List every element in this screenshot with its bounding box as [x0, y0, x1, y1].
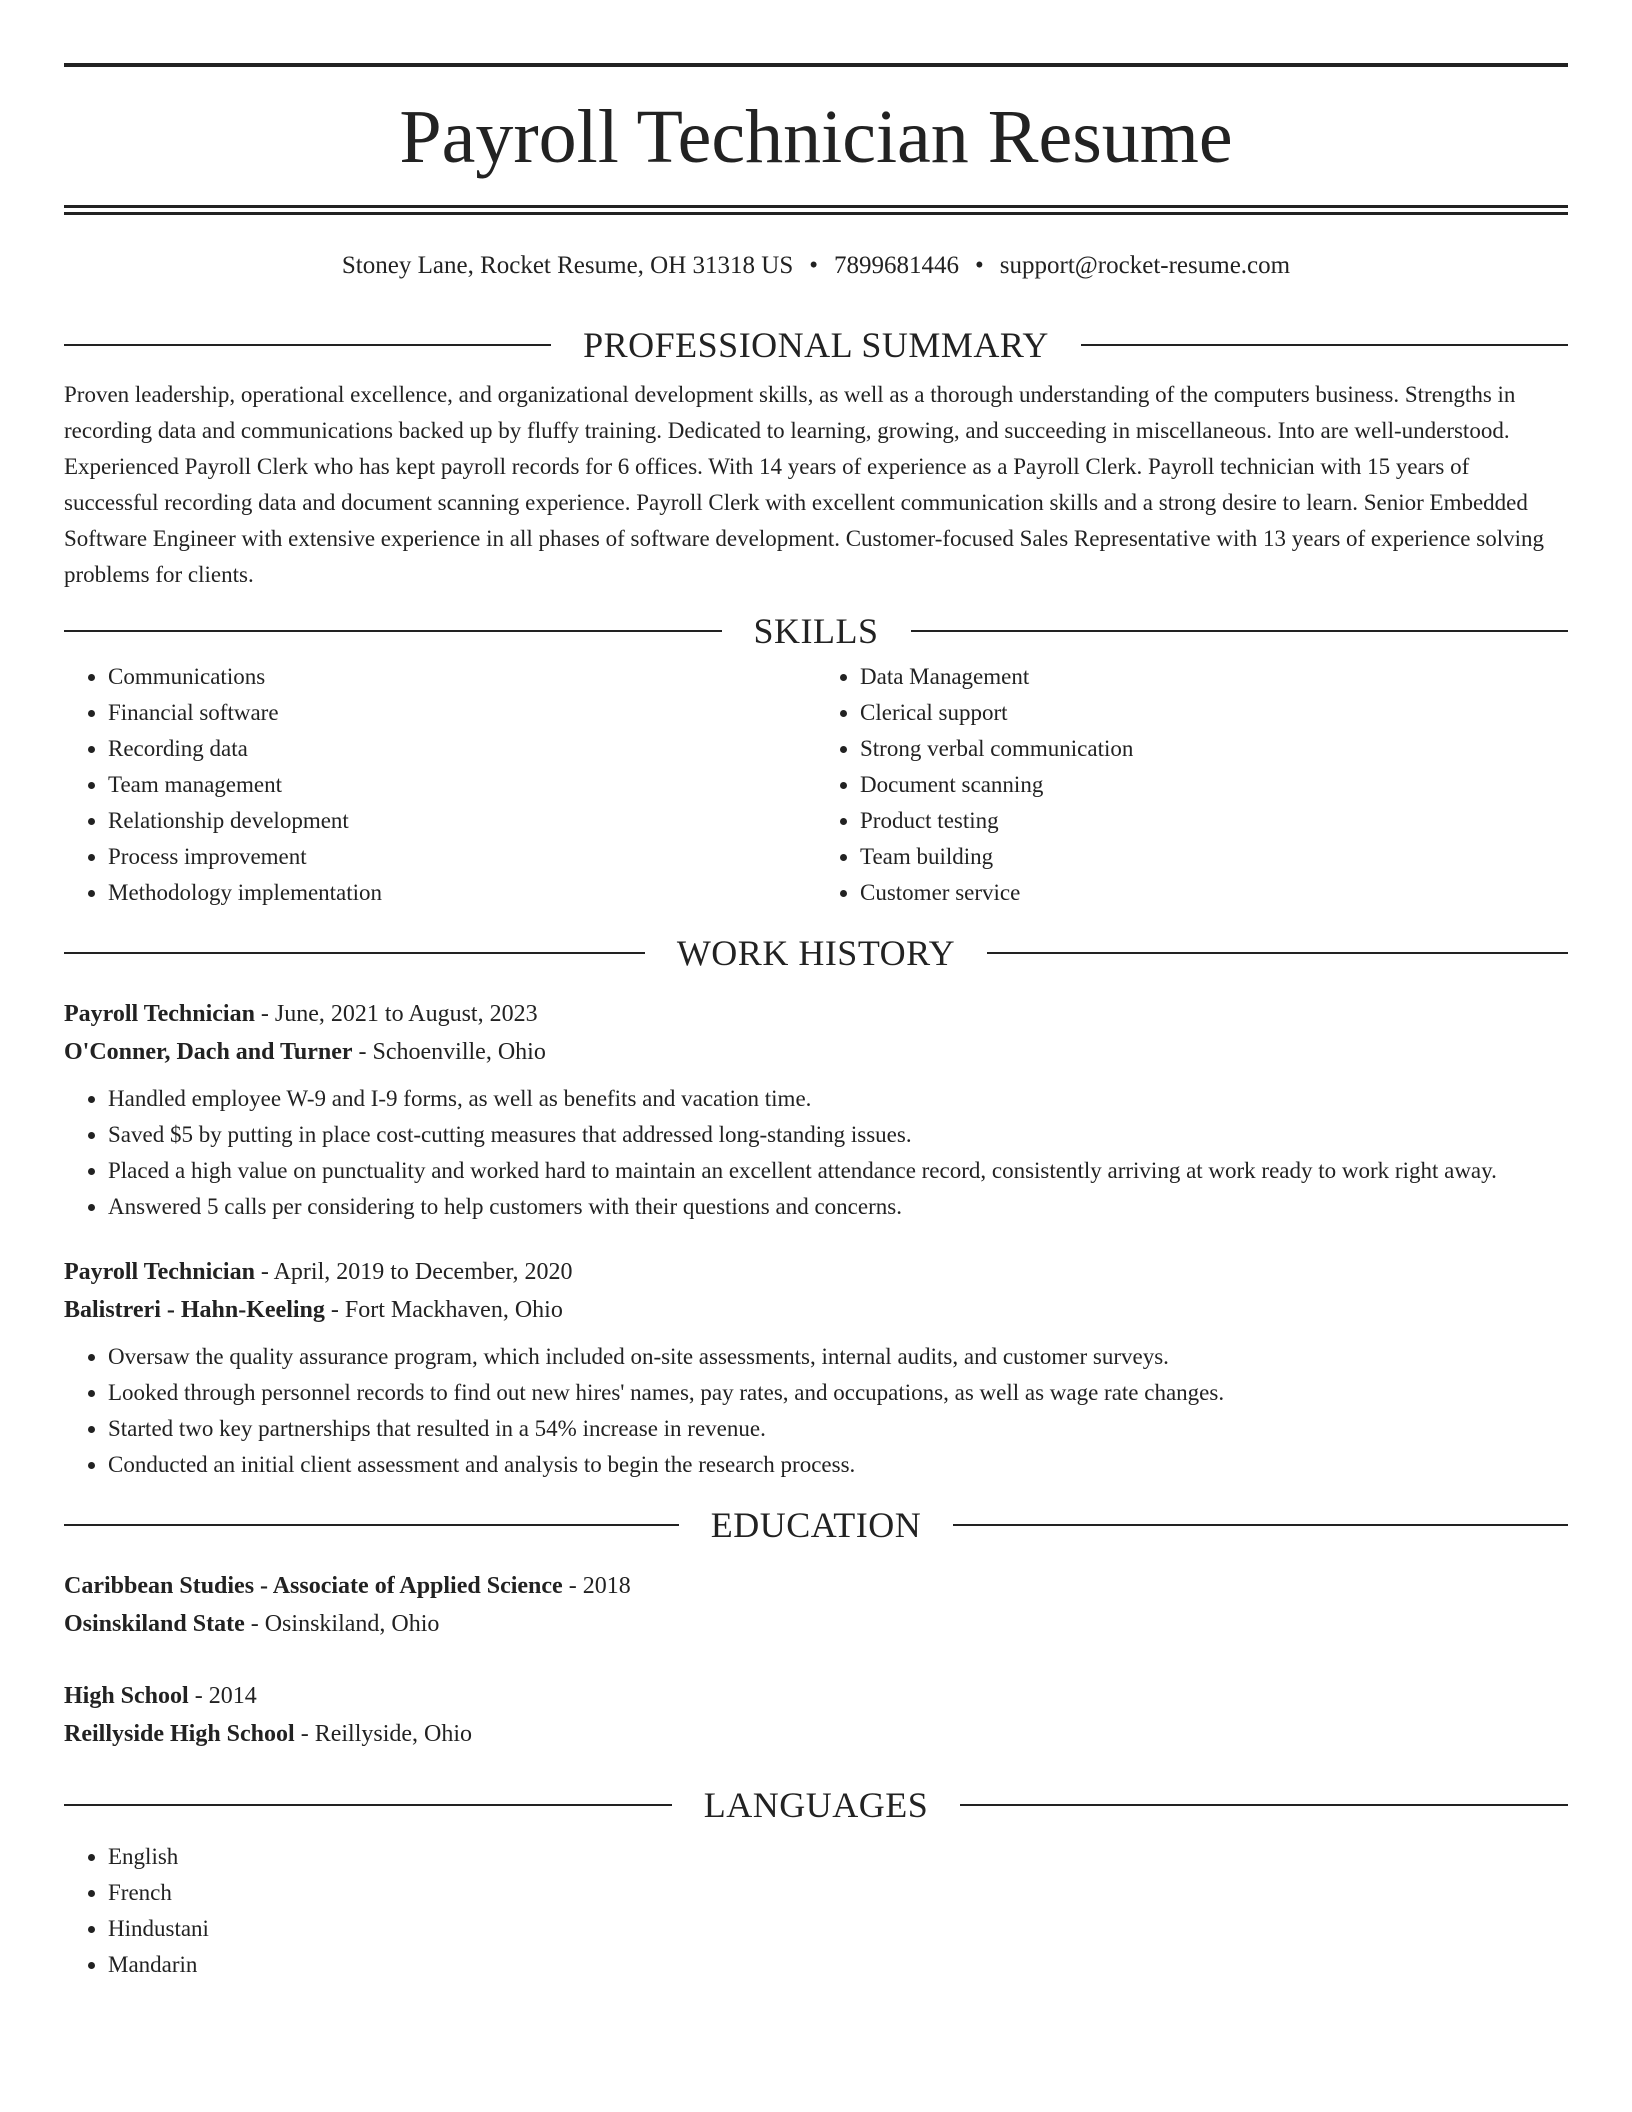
heading-rule — [64, 344, 551, 346]
education-year: - 2018 — [568, 1573, 631, 1599]
language-item: • English — [108, 1839, 1568, 1875]
education-degree: High School — [64, 1683, 189, 1709]
heading-rule — [987, 952, 1568, 954]
section-heading-languages — [64, 1785, 1568, 1825]
job-bullet: • Handled employee W-9 and I-9 forms, as well as benefits and vacation time. — [108, 1081, 1568, 1117]
job-bullet: • Placed a high value on punctuality and worked hard to maintain an excellent attendance record, consistently arriving at work ready to work right away. — [108, 1153, 1568, 1189]
skills-column-left — [64, 659, 816, 911]
skill-item: • Team building — [860, 839, 1568, 875]
contact-line — [64, 251, 1568, 281]
contact-phone: 7899681446 — [834, 252, 960, 279]
heading-rule — [64, 952, 645, 954]
heading-label: PROFESSIONAL SUMMARY — [583, 325, 1049, 365]
job-company: Balistreri - Hahn-Keeling — [64, 1297, 325, 1323]
job-bullet: • Started two key partnerships that resulted in a 54% increase in revenue. — [108, 1411, 1568, 1447]
skill-item: • Methodology implementation — [108, 875, 816, 911]
job-company-line — [64, 1291, 1568, 1329]
skill-item: • Customer service — [860, 875, 1568, 911]
skill-item: • Relationship development — [108, 803, 816, 839]
heading-rule — [1081, 344, 1568, 346]
job-location: - Fort Mackhaven, Ohio — [330, 1297, 563, 1323]
education-school: Osinskiland State — [64, 1611, 245, 1637]
skill-item: • Strong verbal communication — [860, 731, 1568, 767]
contact-email[interactable]: support@rocket-resume.com — [999, 252, 1291, 279]
education-degree: Caribbean Studies - Associate of Applied Science — [64, 1573, 563, 1599]
job-title: Payroll Technician — [64, 1001, 255, 1027]
language-item: • Hindustani — [108, 1911, 1568, 1947]
education-school-line — [64, 1605, 1568, 1643]
skills-column-right — [816, 659, 1568, 911]
skill-item: • Financial software — [108, 695, 816, 731]
job-dates: - April, 2019 to December, 2020 — [260, 1259, 573, 1285]
job-bullet: • Conducted an initial client assessment and analysis to begin the research process. — [108, 1447, 1568, 1483]
heading-label: WORK HISTORY — [676, 933, 956, 973]
title-double-rule — [64, 205, 1568, 215]
heading-label: LANGUAGES — [703, 1785, 929, 1825]
education-school-line — [64, 1715, 1568, 1753]
job-title-line — [64, 1253, 1568, 1291]
job-dates: - June, 2021 to August, 2023 — [260, 1001, 538, 1027]
job-location: - Schoenville, Ohio — [358, 1039, 546, 1065]
resume-page — [64, 63, 1568, 1983]
contact-separator: • — [975, 252, 984, 279]
skill-item: • Recording data — [108, 731, 816, 767]
heading-rule — [911, 630, 1569, 632]
education-entry — [64, 1677, 1568, 1753]
top-rule — [64, 63, 1568, 67]
language-item: • Mandarin — [108, 1947, 1568, 1983]
skill-item: • Process improvement — [108, 839, 816, 875]
section-heading-work — [64, 933, 1568, 973]
heading-rule — [64, 1524, 679, 1526]
section-heading-summary — [64, 325, 1568, 365]
resume-title: Payroll Technician Resume — [399, 95, 1233, 179]
job-bullet: • Answered 5 calls per considering to help customers with their questions and concerns. — [108, 1189, 1568, 1225]
contact-separator: • — [809, 252, 819, 279]
education-year: - 2014 — [194, 1683, 257, 1709]
skill-item: • Document scanning — [860, 767, 1568, 803]
skill-item: • Communications — [108, 659, 816, 695]
skills-list — [64, 659, 1568, 911]
education-entry — [64, 1567, 1568, 1643]
heading-rule — [64, 630, 722, 632]
heading-rule — [953, 1524, 1568, 1526]
job-entry — [64, 1253, 1568, 1483]
heading-rule — [64, 1804, 672, 1806]
job-bullets — [64, 1339, 1568, 1483]
education-school: Reillyside High School — [64, 1721, 295, 1747]
language-item: • French — [108, 1875, 1568, 1911]
job-title-line — [64, 995, 1568, 1033]
contact-address: Stoney Lane, Rocket Resume, OH 31318 US — [341, 252, 794, 279]
job-bullet: • Oversaw the quality assurance program, which included on-site assessments, internal audits, and customer surveys. — [108, 1339, 1568, 1375]
skill-item: • Data Management — [860, 659, 1568, 695]
education-degree-line — [64, 1677, 1568, 1715]
languages-list — [64, 1839, 1568, 1983]
skill-item: • Clerical support — [860, 695, 1568, 731]
job-bullet: • Looked through personnel records to find out new hires' names, pay rates, and occupations, as well as wage rate changes. — [108, 1375, 1568, 1411]
summary-text: Proven leadership, operational excellence, and organizational development skills, as well as a thorough understanding of the computers business. Strengths in recording data and communications backed up by fluffy training. Dedicated to learning, growing, and succeeding in miscellaneous. Into are well-understood. Experienced Payroll Clerk who has kept payroll records for 6 offices. With 14 years of experience as a Payroll Clerk. Payroll technician with 15 years of successful recording data and document scanning experience. Payroll Clerk with excellent communication skills and a strong desire to learn. Senior Embedded Software Engineer with extensive experience in all phases of software development. Customer-focused Sales Representative with 13 years of experience solving problems for clients. — [64, 382, 1544, 587]
section-heading-education — [64, 1505, 1568, 1545]
education-degree-line — [64, 1567, 1568, 1605]
heading-rule — [960, 1804, 1568, 1806]
skill-item: • Team management — [108, 767, 816, 803]
job-company-line — [64, 1033, 1568, 1071]
heading-label: SKILLS — [753, 611, 879, 651]
skill-item: • Product testing — [860, 803, 1568, 839]
job-bullets — [64, 1081, 1568, 1225]
job-company: O'Conner, Dach and Turner — [64, 1039, 353, 1065]
education-location: - Reillyside, Ohio — [300, 1721, 473, 1747]
job-bullet: • Saved $5 by putting in place cost-cutting measures that addressed long-standing issues. — [108, 1117, 1568, 1153]
job-title: Payroll Technician — [64, 1259, 255, 1285]
job-entry — [64, 995, 1568, 1225]
heading-label: EDUCATION — [710, 1505, 922, 1545]
section-heading-skills — [64, 611, 1568, 651]
education-location: - Osinskiland, Ohio — [250, 1611, 440, 1637]
